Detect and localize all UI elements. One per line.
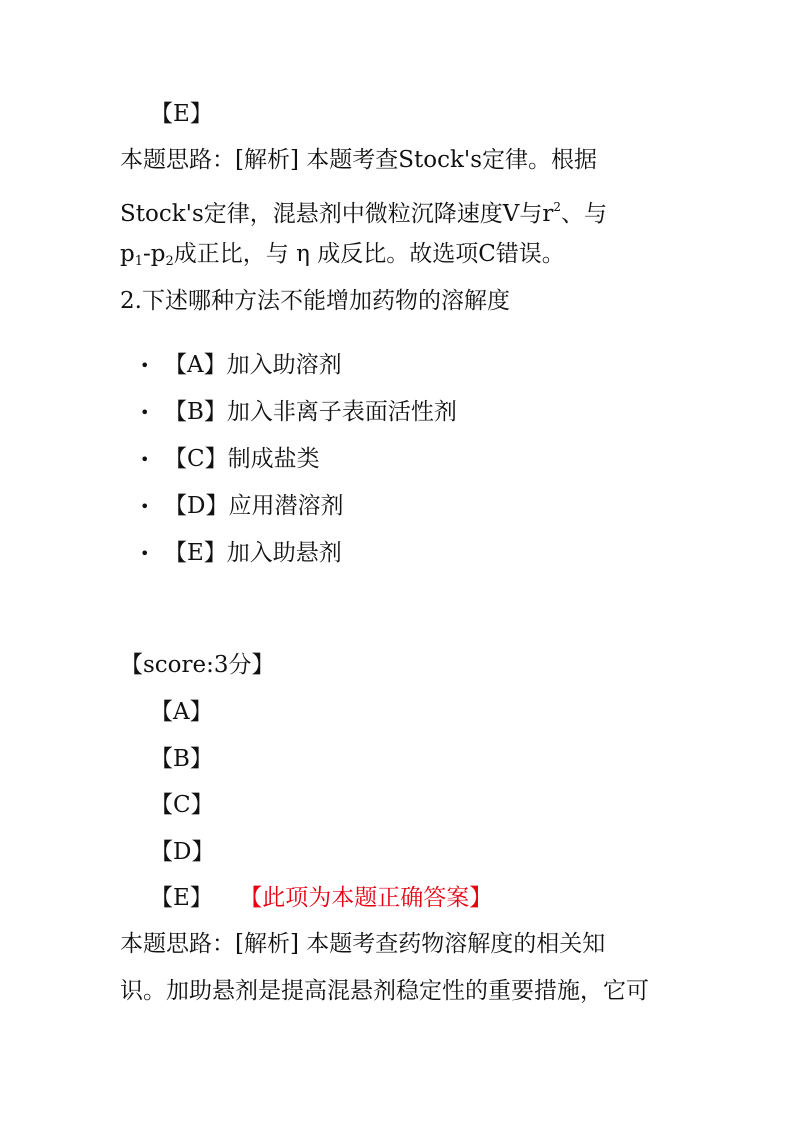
answer-choice-a[interactable]: 【A】 (150, 699, 213, 725)
prev-analysis-line-3-tail: 成正比，与 η 成反比。故选项C错误。 (173, 241, 565, 267)
option-label: 【E】加入助悬剂 (164, 540, 342, 566)
answer-choice-b[interactable]: 【B】 (150, 746, 213, 772)
prev-analysis-line-2 (120, 193, 607, 228)
bullet-icon: • (140, 356, 150, 375)
bullet-icon: • (140, 497, 150, 516)
question-title: 2.下述哪种方法不能增加药物的溶解度 (120, 288, 510, 314)
option-label: 【A】加入助溶剂 (164, 352, 342, 378)
option-item-e[interactable] (140, 539, 342, 568)
analysis-line-1: 本题思路：[解析] 本题考查药物溶解度的相关知 (120, 931, 606, 957)
prev-analysis-line-2-text: Stock's定律，混悬剂中微粒沉降速度V与r (120, 201, 554, 227)
superscript-2: 2 (553, 200, 562, 214)
bullet-icon: • (140, 450, 150, 469)
option-label: 【B】加入非离子表面活性剂 (164, 399, 457, 425)
formula-p: p (120, 241, 135, 267)
option-item-a[interactable] (140, 351, 342, 380)
analysis-line-2: 识。加助悬剂是提高混悬剂稳定性的重要措施，它可 (120, 978, 649, 1004)
bullet-icon: • (140, 403, 150, 422)
formula-dash-p: -p (143, 241, 166, 267)
option-label: 【C】制成盐类 (164, 446, 320, 472)
prev-analysis-line-1: 本题思路：[解析] 本题考查Stock's定律。根据 (120, 147, 598, 173)
prev-analysis-line-2-tail: 、与 (561, 201, 608, 227)
subscript-2: 2 (165, 254, 174, 269)
answer-choice-e-label: 【E】 (150, 885, 213, 911)
answer-choice-e[interactable] (150, 884, 492, 912)
option-label: 【D】应用潜溶剂 (164, 493, 344, 519)
subscript-1: 1 (134, 254, 144, 269)
option-item-b[interactable] (140, 398, 457, 427)
option-item-d[interactable] (140, 492, 343, 521)
correct-answer-note: 【此项为本题正确答案】 (250, 885, 493, 911)
bullet-icon: • (140, 544, 150, 563)
answer-choice-d[interactable]: 【D】 (150, 839, 215, 865)
prev-analysis-line-3 (120, 240, 565, 276)
answer-choice-c[interactable]: 【C】 (150, 792, 214, 818)
option-item-c[interactable] (140, 445, 320, 474)
score-label: 【score:3分】 (120, 652, 275, 678)
prev-option-e: 【E】 (150, 101, 213, 127)
